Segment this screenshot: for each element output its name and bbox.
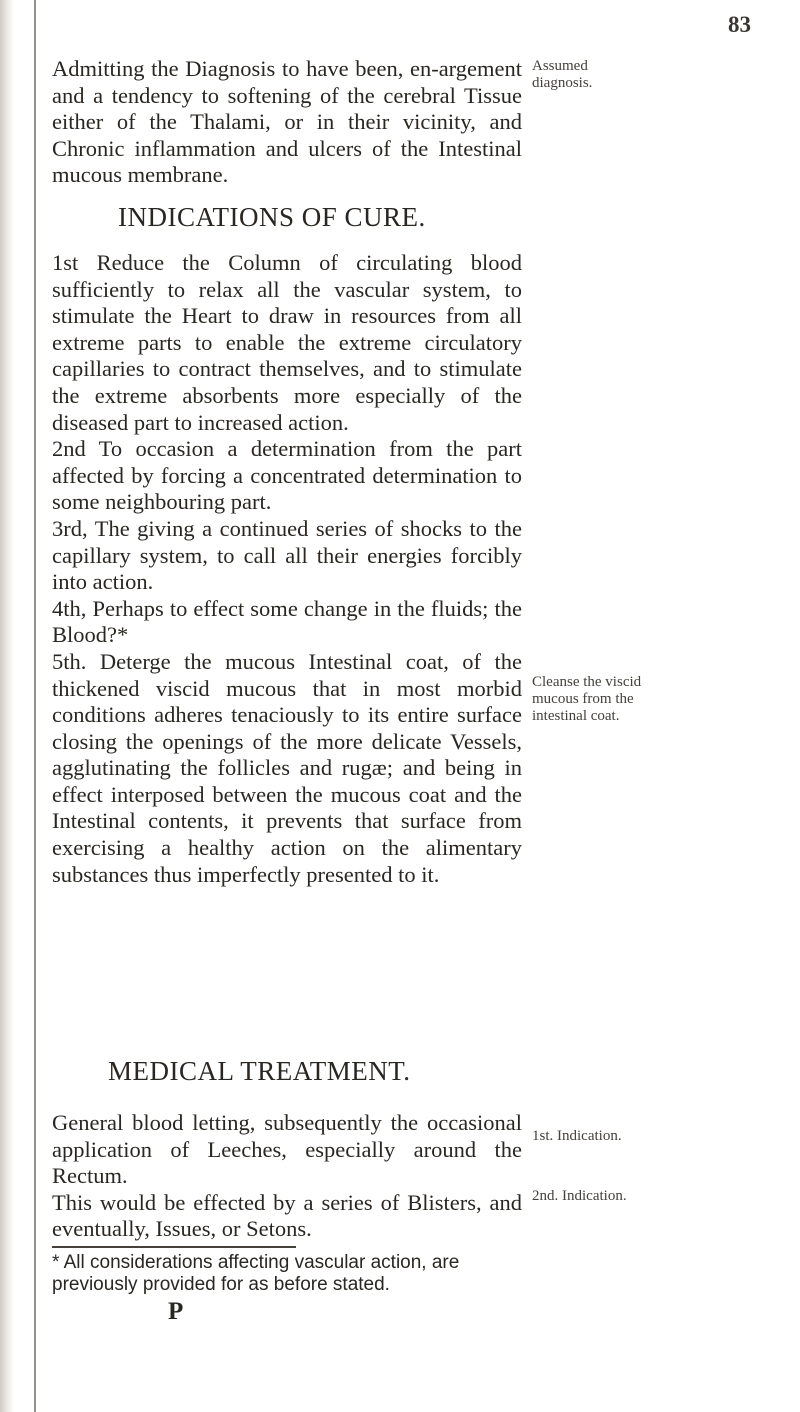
treatment-2: This would be effected by a series of Blisters, and eventually, Issues, or Setons. [52,1189,522,1242]
binding-shadow-line [34,0,36,1412]
indications-heading: INDICATIONS OF CURE. [118,202,426,232]
footnote: * All considerations affecting vascular action, are previously provided for as before stated. [52,1252,460,1295]
indication-4: 4th, Perhaps to effect some change in the fluids; the Blood?* [52,595,522,648]
indications-list [52,250,522,888]
margin-note-second-indication: 2nd. Indication. [532,1188,627,1204]
footnote-divider [52,1246,296,1248]
margin-note-first-indication: 1st. Indication. [532,1128,622,1144]
treatment-1: General blood letting, subsequently the occasional application of Leeches, especially around the Rectum. [52,1110,522,1189]
indication-5: 5th. Deterge the mucous Intestinal coat, of the thickened viscid mucous that in most morbid conditions adheres tenaciously to its entire surface closing the openings of the more delicate Vessels, agglutinating the follicles and rugæ; and being in effect interposed between the mucous coat and the Intestinal contents, it prevents that surface from exercising a healthy action on the alimentary substances thus imperfectly presented to it. [52,648,522,887]
signature-mark: P [168,1298,184,1325]
diagnosis-text: Admitting the Diagnosis to have been, en-argement and a tendency to softening of the cerebral Tissue either of the Thalami, or in their vicinity, and Chronic inflammation and ulcers of the Intestinal mucous membrane. [52,56,522,188]
indication-1: 1st Reduce the Column of circulating blood sufficiently to relax all the vascular system, to stimulate the Heart to draw in resources from all extreme parts to enable the extreme circulatory capillaries to contract themselves, and to stimulate the extreme absorbents more especially of the diseased part to increased action. [52,250,522,435]
treatment-heading: MEDICAL TREATMENT. [108,1056,411,1086]
margin-note-cleanse: Cleanse the viscid mucous from the intestinal coat. [532,674,642,724]
margin-note-assumed-diagnosis: Assumed diagnosis. [532,58,593,91]
binding-gutter [0,0,14,1412]
indication-3: 3rd, The giving a continued series of shocks to the capillary system, to call all their energies forcibly into action. [52,515,522,595]
opening-paragraph [52,56,522,189]
indication-2: 2nd To occasion a determination from the part affected by forcing a concentrated determination to some neighbouring part. [52,436,522,515]
page-number: 83 [728,12,751,37]
treatment-list [52,1110,522,1243]
